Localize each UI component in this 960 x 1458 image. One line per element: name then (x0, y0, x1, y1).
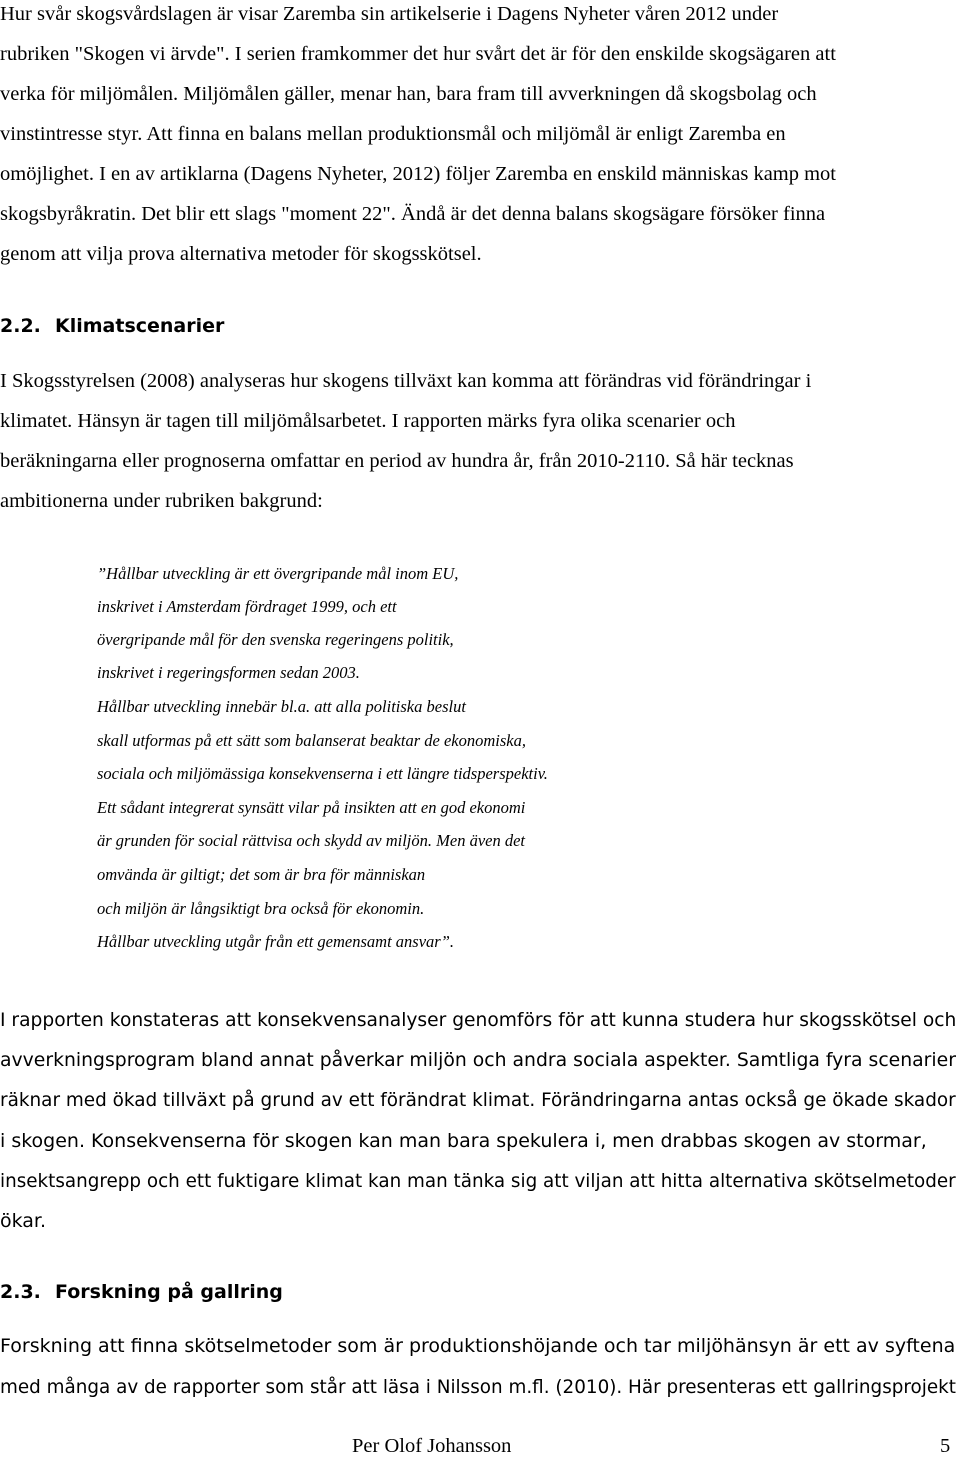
text-line: i skogen. Konsekvenserna för skogen kan man bara spekulera i, men drabbas skogen av stormar, (0, 1130, 927, 1152)
quote-line: inskrivet i Amsterdam fördraget 1999, och ett (97, 597, 397, 616)
text-line: verka för miljömålen. Miljömålen gäller, menar han, bara fram till avverkningen då skogsbolag och (0, 83, 817, 105)
text-line: insektsangrepp och ett fuktigare klimat kan man tänka sig att viljan att hitta alternativa skötselmetoder (0, 1170, 956, 1192)
section-title: Forskning på gallring (55, 1281, 283, 1303)
section-title: Klimatscenarier (55, 315, 225, 337)
quote-line: skall utformas på ett sätt som balanserat beaktar de ekonomiska, (97, 731, 526, 750)
quote-line: övergripande mål för den svenska regeringens politik, (97, 630, 454, 649)
section-number: 2.3. (0, 1281, 41, 1303)
quote-line: Ett sådant integrerat synsätt vilar på insikten att en god ekonomi (97, 798, 526, 817)
section-heading-klimatscenarier (0, 314, 224, 338)
quote-line: är grunden för social rättvisa och skydd av miljön. Men även det (97, 831, 526, 850)
text-line: med många av de rapporter som står att läsa i Nilsson m.fl. (2010). Här presenteras ett gallringsprojekt (0, 1376, 956, 1398)
quote-line: sociala och miljömässiga konsekvenserna i ett längre tidsperspektiv. (97, 764, 548, 783)
text-line: Forskning att finna skötselmetoder som är produktionshöjande och tar miljöhänsyn är ett av syftena (0, 1335, 956, 1357)
text-line: ambitionerna under rubriken bakgrund: (0, 490, 323, 512)
text-line: rubriken "Skogen vi ärvde". I serien framkommer det hur svårt det är för den enskilde skogsägaren att (0, 43, 836, 65)
text-line: skogsbyråkratin. Det blir ett slags "moment 22". Ändå är det denna balans skogsägare försöker finna (0, 203, 826, 225)
text-line: genom att vilja prova alternativa metoder för skogsskötsel. (0, 243, 482, 265)
quote-line: och miljön är långsiktigt bra också för ekonomin. (97, 899, 425, 918)
text-line: räknar med ökad tillväxt på grund av ett förändrat klimat. Förändringarna antas också ge ökade skador (0, 1089, 956, 1111)
text-line: avverkningsprogram bland annat påverkar miljön och andra sociala aspekter. Samtliga fyra scenarier (0, 1049, 956, 1071)
footer-author: Per Olof Johansson (352, 1435, 512, 1457)
quote-line: omvända är giltigt; det som är bra för människan (97, 865, 426, 884)
text-line: klimatet. Hänsyn är tagen till miljömålsarbetet. I rapporten märks fyra olika scenarier och (0, 410, 736, 432)
section-number: 2.2. (0, 315, 41, 337)
text-line: beräkningarna eller prognoserna omfattar en period av hundra år, från 2010-2110. Så här tecknas (0, 450, 794, 472)
text-line: I Skogsstyrelsen (2008) analyseras hur skogens tillväxt kan komma att förändras vid förändringar i (0, 370, 812, 392)
footer-page-number: 5 (940, 1435, 951, 1457)
quote-line: Hållbar utveckling innebär bl.a. att alla politiska beslut (97, 697, 466, 716)
quote-line: ”Hållbar utveckling är ett övergripande mål inom EU, (97, 564, 459, 583)
quote-line: inskrivet i regeringsformen sedan 2003. (97, 663, 360, 682)
text-line: ökar. (0, 1210, 47, 1232)
text-line: vinstintresse styr. Att finna en balans mellan produktionsmål och miljömål är enligt Zaremba en (0, 123, 786, 145)
text-line: I rapporten konstateras att konsekvensanalyser genomförs för att kunna studera hur skogsskötsel och (0, 1009, 957, 1031)
text-line: omöjlighet. I en av artiklarna (Dagens Nyheter, 2012) följer Zaremba en enskild människas kamp mot (0, 163, 837, 185)
section-heading-forskning-pa-gallring (0, 1280, 283, 1304)
text-line: Hur svår skogsvårdslagen är visar Zaremba sin artikelserie i Dagens Nyheter våren 2012 under (0, 3, 779, 25)
quote-line: Hållbar utveckling utgår från ett gemensamt ansvar”. (97, 932, 455, 951)
